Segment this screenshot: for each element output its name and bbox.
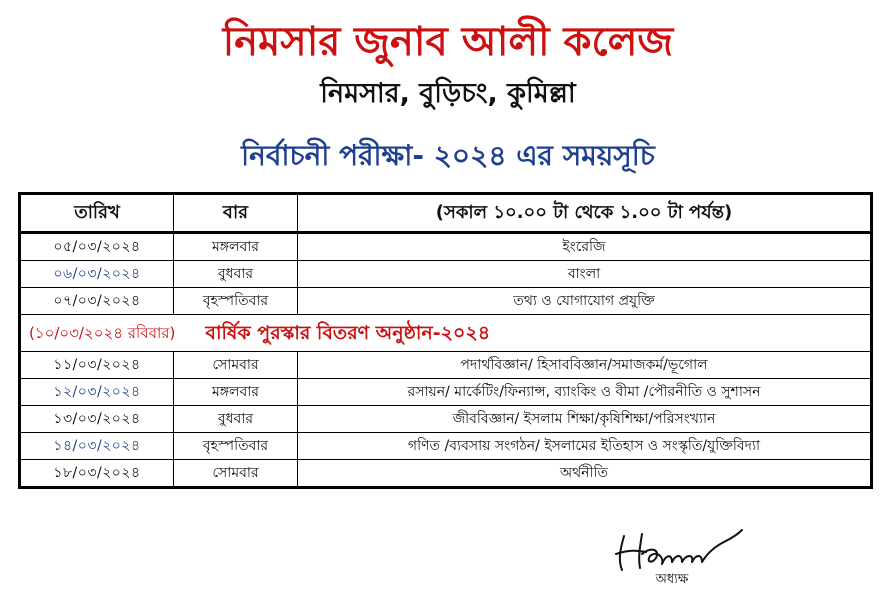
table-row bbox=[20, 233, 872, 261]
row-day: মঙ্গলবার bbox=[174, 233, 298, 261]
row-date: ০৬/০৩/২০২৪ bbox=[20, 261, 174, 288]
ceremony-row bbox=[20, 315, 872, 352]
header-date: তারিখ bbox=[20, 194, 174, 233]
header-time: (সকাল ১০.০০ টা থেকে ১.০০ টা পর্যন্ত) bbox=[298, 194, 872, 233]
row-subject: জীববিজ্ঞান/ ইসলাম শিক্ষা/কৃষিশিক্ষা/পরিসংখ্যান bbox=[298, 406, 872, 433]
ceremony-cell bbox=[20, 315, 872, 352]
table-header-row bbox=[20, 194, 872, 233]
table-row bbox=[20, 379, 872, 406]
principal-label: অধ্যক্ষ bbox=[655, 572, 689, 587]
row-day: মঙ্গলবার bbox=[174, 379, 298, 406]
row-date: ০৭/০৩/২০২৪ bbox=[20, 288, 174, 315]
row-subject: পদার্থবিজ্ঞান/ হিসাববিজ্ঞান/সমাজকর্ম/ভূগোল bbox=[298, 352, 872, 379]
table-row bbox=[20, 460, 872, 488]
row-date: ১৩/০৩/২০২৪ bbox=[20, 406, 174, 433]
row-day: সোমবার bbox=[174, 352, 298, 379]
exam-schedule-table bbox=[18, 192, 873, 489]
row-subject: বাংলা bbox=[298, 261, 872, 288]
table-row bbox=[20, 352, 872, 379]
exam-title: নির্বাচনী পরীক্ষা- ২০২৪ এর সময়সূচি bbox=[241, 139, 655, 172]
row-subject: তথ্য ও যোগাযোগ প্রযুক্তি bbox=[298, 288, 872, 315]
table-row bbox=[20, 433, 872, 460]
row-date: ১১/০৩/২০২৪ bbox=[20, 352, 174, 379]
row-subject: অর্থনীতি bbox=[298, 460, 872, 488]
signature bbox=[612, 524, 752, 574]
row-date: ১২/০৩/২০২৪ bbox=[20, 379, 174, 406]
row-subject: রসায়ন/ মার্কেটিং/ফিন্যান্স, ব্যাংকিং ও বীমা /পৌরনীতি ও সুশাসন bbox=[298, 379, 872, 406]
ceremony-name: বার্ষিক পুরস্কার বিতরণ অনুষ্ঠান-২০২৪ bbox=[205, 322, 491, 344]
college-address: নিমসার, বুড়িচং, কুমিল্লা bbox=[320, 78, 576, 109]
ceremony-date: (১০/০৩/২০২৪ রবিবার) bbox=[29, 324, 176, 342]
row-day: বুধবার bbox=[174, 406, 298, 433]
table-row bbox=[20, 406, 872, 433]
table-row bbox=[20, 261, 872, 288]
row-day: বৃহস্পতিবার bbox=[174, 288, 298, 315]
college-name: নিমসার জুনাব আলী কলেজ bbox=[222, 19, 674, 65]
row-subject: গণিত /ব্যবসায় সংগঠন/ ইসলামের ইতিহাস ও সংস্কৃতি/যুক্তিবিদ্যা bbox=[298, 433, 872, 460]
row-day: সোমবার bbox=[174, 460, 298, 488]
row-day: বুধবার bbox=[174, 261, 298, 288]
header-day: বার bbox=[174, 194, 298, 233]
row-date: ০৫/০৩/২০২৪ bbox=[20, 233, 174, 261]
row-date: ১৪/০৩/২০২৪ bbox=[20, 433, 174, 460]
row-date: ১৮/০৩/২০২৪ bbox=[20, 460, 174, 488]
table-row bbox=[20, 288, 872, 315]
row-day: বৃহস্পতিবার bbox=[174, 433, 298, 460]
row-subject: ইংরেজি bbox=[298, 233, 872, 261]
